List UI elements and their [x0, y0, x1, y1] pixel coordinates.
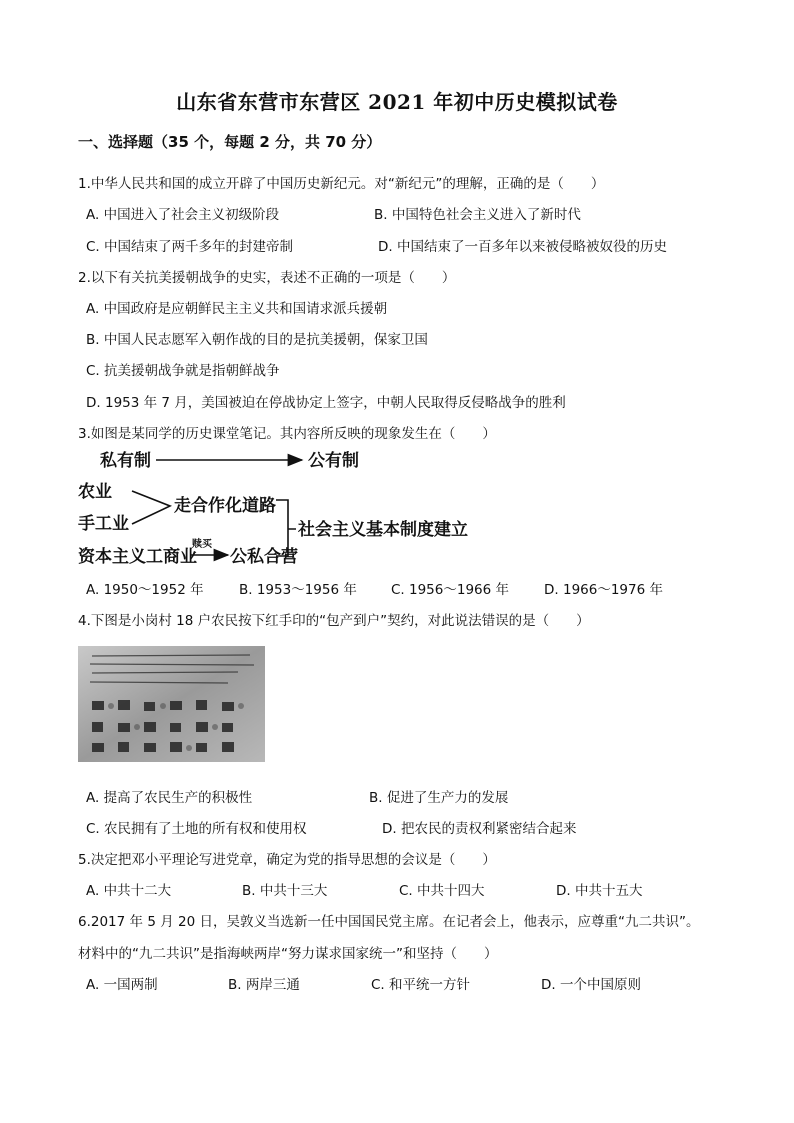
question-6-stem-line-1: 6.2017 年 5 月 20 日，吴敦义当选新一任中国国民党主席。在记者会上，他表示，应尊重“九二共识”。	[78, 914, 700, 930]
question-2-option-d: D. 1953 年 7 月，美国被迫在停战协定上签字，中朝人民取得反侵略战争的胜利	[86, 395, 566, 411]
diagram-capitalist-industry: 资本主义工商业	[78, 547, 197, 567]
section-heading: 一、选择题（35 个，每题 2 分，共 70 分）	[78, 133, 382, 151]
question-3-option-d: D. 1966～1976 年	[544, 582, 663, 598]
question-4-option-c: C. 农民拥有了土地的所有权和使用权	[86, 821, 307, 837]
diagram-public-ownership: 公有制	[308, 451, 359, 471]
question-3-option-a: A. 1950～1952 年	[86, 582, 204, 598]
question-2-option-a: A. 中国政府是应朝鲜民主主义共和国请求派兵援朝	[86, 301, 388, 317]
contract-photo	[78, 646, 265, 762]
question-6-stem-line-2: 材料中的“九二共识”是指海峡两岸“努力谋求国家统一”和坚持（ ）	[78, 946, 498, 962]
question-1-option-b: B. 中国特色社会主义进入了新时代	[374, 207, 581, 223]
question-4-stem: 4.下图是小岗村 18 户农民按下红手印的“包产到户”契约，对此说法错误的是（ ）	[78, 613, 590, 629]
question-5-option-b: B. 中共十三大	[242, 883, 328, 899]
question-4-option-d: D. 把农民的责权利紧密结合起来	[382, 821, 577, 837]
diagram-socialist-system: 社会主义基本制度建立	[298, 520, 468, 540]
question-5-option-c: C. 中共十四大	[399, 883, 485, 899]
diagram-handicraft: 手工业	[78, 514, 129, 534]
question-5-stem: 5.决定把邓小平理论写进党章，确定为党的指导思想的会议是（ ）	[78, 852, 496, 868]
diagram-private-ownership: 私有制	[100, 451, 151, 471]
question-1-option-d: D. 中国结束了一百多年以来被侵略被奴役的历史	[378, 239, 667, 255]
question-4-option-a: A. 提高了农民生产的积极性	[86, 790, 253, 806]
question-2-stem: 2.以下有关抗美援朝战争的史实，表述不正确的一项是（ ）	[78, 270, 456, 286]
diagram-redemption-label: 赎买	[192, 539, 212, 550]
history-notes-diagram	[76, 444, 476, 578]
question-2-option-b: B. 中国人民志愿军入朝作战的目的是抗美援朝，保家卫国	[86, 332, 428, 348]
question-6-option-b: B. 两岸三通	[228, 977, 300, 993]
diagram-agriculture: 农业	[78, 482, 112, 502]
question-3-stem: 3.如图是某同学的历史课堂笔记。其内容所反映的现象发生在（ ）	[78, 426, 496, 442]
question-1-option-c: C. 中国结束了两千多年的封建帝制	[86, 239, 294, 255]
page-title: 山东省东营市东营区 2021 年初中历史模拟试卷	[176, 90, 618, 114]
question-1-option-a: A. 中国进入了社会主义初级阶段	[86, 207, 280, 223]
question-3-option-b: B. 1953～1956 年	[239, 582, 357, 598]
diagram-joint-venture: 公私合营	[230, 547, 298, 567]
diagram-cooperation-path: 走合作化道路	[174, 496, 276, 516]
question-4-option-b: B. 促进了生产力的发展	[369, 790, 509, 806]
question-3-option-c: C. 1956～1966 年	[391, 582, 510, 598]
question-6-option-d: D. 一个中国原则	[541, 977, 641, 993]
question-5-option-a: A. 中共十二大	[86, 883, 172, 899]
question-1-stem: 1.中华人民共和国的成立开辟了中国历史新纪元。对“新纪元”的理解，正确的是（ ）	[78, 176, 605, 192]
question-6-option-a: A. 一国两制	[86, 977, 158, 993]
diagram-merge-bracket	[132, 491, 170, 524]
question-5-option-d: D. 中共十五大	[556, 883, 643, 899]
question-6-option-c: C. 和平统一方针	[371, 977, 471, 993]
question-2-option-c: C. 抗美援朝战争就是指朝鲜战争	[86, 363, 280, 379]
